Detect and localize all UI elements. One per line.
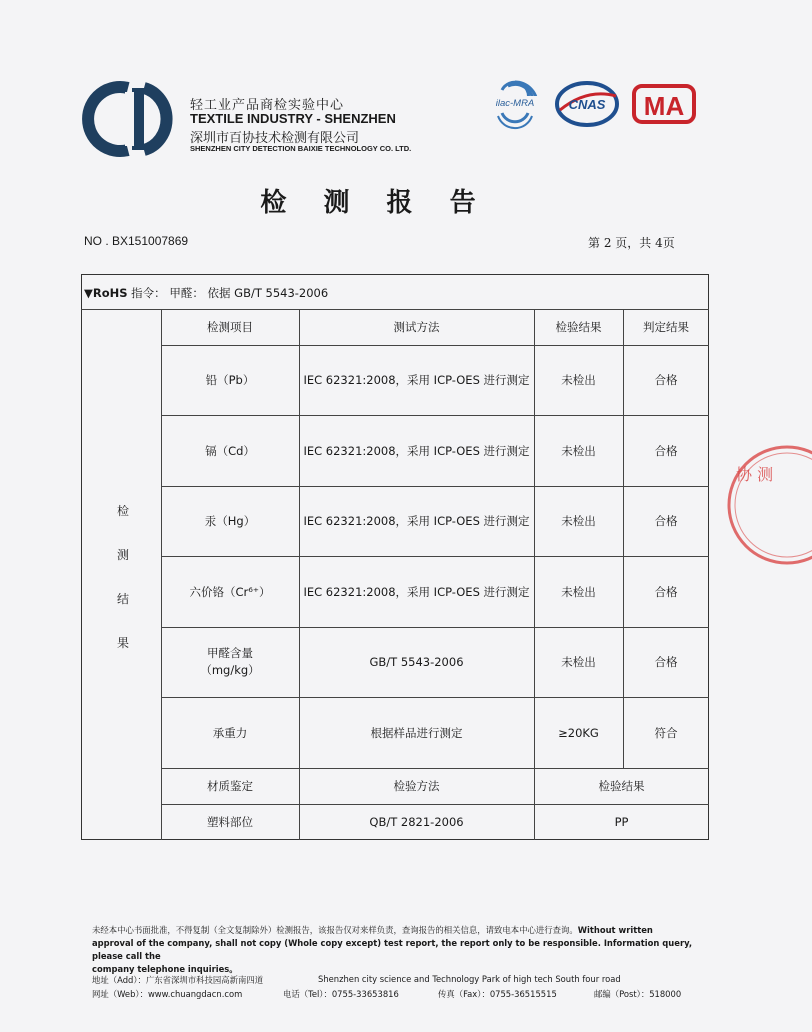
row-verdict: 合格 bbox=[654, 584, 678, 599]
row-result: 未检出 bbox=[561, 373, 596, 387]
footer-disclaimer bbox=[92, 924, 712, 976]
row-verdict: 合格 bbox=[654, 655, 678, 669]
ilac-mra-logo-icon bbox=[488, 80, 542, 126]
side-label-char: 结 bbox=[116, 592, 129, 606]
side-label-char: 果 bbox=[116, 636, 129, 650]
row-verdict: 合格 bbox=[654, 443, 678, 458]
footer-disclaimer-en3: company telephone inquiries。 bbox=[92, 964, 238, 974]
row-item: 承重力 bbox=[212, 725, 248, 740]
material-cell: PP bbox=[614, 815, 629, 829]
badge-cnas-text: CNAS bbox=[568, 97, 606, 112]
rohs-section-label bbox=[84, 285, 328, 301]
footer-post: 邮编（Post）：518000 bbox=[594, 989, 682, 999]
rohs-label-rest: 指令： 甲醛： 依据 GB/T 5543-2006 bbox=[127, 286, 329, 300]
page-title: 检 测 报 告 bbox=[260, 188, 490, 218]
badge-ma-text: MA bbox=[643, 91, 685, 121]
row-method: IEC 62321:2008，采用 ICP-OES 进行测定 bbox=[303, 584, 530, 599]
row-verdict: 合格 bbox=[654, 373, 678, 387]
column-header-result: 检验结果 bbox=[555, 320, 602, 334]
report-number: NO . BX151007869 bbox=[84, 234, 189, 248]
footer-address-cn: 地址（Add）：广东省深圳市科技园高新南四道 bbox=[92, 975, 264, 985]
row-item: 铅（Pb） bbox=[205, 373, 255, 387]
header-center-en: TEXTILE INDUSTRY - SHENZHEN bbox=[190, 111, 396, 126]
footer-fax: 传真（Fax）：0755-36515515 bbox=[438, 989, 557, 999]
material-header: 材质鉴定 bbox=[207, 779, 253, 793]
row-method: IEC 62321:2008，采用 ICP-OES 进行测定 bbox=[303, 514, 530, 528]
row-method: IEC 62321:2008，采用 ICP-OES 进行测定 bbox=[303, 373, 530, 387]
rohs-label-bold: RoHS bbox=[92, 286, 128, 300]
row-result: ≥20KG bbox=[558, 725, 599, 740]
row-item: 甲醛含量 （mg/kg） bbox=[200, 646, 260, 677]
row-verdict: 合格 bbox=[654, 514, 678, 528]
row-item: 镉（Cd） bbox=[205, 443, 255, 458]
header-company-en: SHENZHEN CITY DETECTION BAIXIE TECHNOLOGY CO. LTD. bbox=[190, 144, 412, 153]
column-header-method: 测试方法 bbox=[393, 320, 440, 334]
material-header: 检验结果 bbox=[598, 779, 645, 793]
footer-web: 网址（Web）：www.chuangdacn.com bbox=[92, 989, 243, 999]
footer-tel: 电话（Tel）：0755-33653816 bbox=[283, 989, 399, 999]
company-logo-icon bbox=[92, 84, 168, 154]
row-verdict: 符合 bbox=[654, 725, 678, 740]
row-item: 六价铬（Cr⁶⁺） bbox=[189, 584, 271, 599]
side-label-char: 测 bbox=[116, 548, 129, 562]
row-result: 未检出 bbox=[561, 443, 596, 458]
side-label-char: 检 bbox=[116, 504, 129, 518]
cnas-logo-icon bbox=[554, 80, 620, 128]
triangle-down-icon: ▼ bbox=[84, 286, 93, 300]
material-header: 检验方法 bbox=[393, 779, 440, 793]
ma-logo-icon bbox=[632, 84, 696, 124]
header-center-cn: 轻工业产品商检实验中心 bbox=[190, 98, 345, 113]
row-method: GB/T 5543-2006 bbox=[369, 655, 464, 669]
material-cell: 塑料部位 bbox=[207, 815, 253, 829]
column-header-verdict: 判定结果 bbox=[643, 320, 689, 334]
footer-address-en: Shenzhen city science and Technology Park of high tech South four road bbox=[318, 974, 621, 984]
footer-disclaimer-en2: approval of the company, shall not copy (Whole copy except) test report, the report only to be responsible. Information query, please call the bbox=[92, 938, 693, 961]
badge-ilac-text: ilac-MRA bbox=[495, 98, 535, 109]
row-item: 汞（Hg） bbox=[204, 514, 256, 528]
row-method: 根据样品进行测定 bbox=[370, 725, 463, 740]
official-seal-icon bbox=[722, 440, 812, 570]
material-cell: QB/T 2821-2006 bbox=[369, 815, 464, 829]
row-result: 未检出 bbox=[561, 514, 596, 528]
row-result: 未检出 bbox=[561, 655, 596, 669]
page-indicator: 第 2 页，共 4页 bbox=[588, 236, 675, 250]
seal-text: 协 测 bbox=[736, 465, 774, 484]
column-header-item: 检测项目 bbox=[207, 320, 253, 334]
row-method: IEC 62321:2008，采用 ICP-OES 进行测定 bbox=[303, 443, 530, 458]
row-result: 未检出 bbox=[561, 584, 596, 599]
footer-disclaimer-en1: Without written bbox=[577, 925, 653, 935]
header-company-cn: 深圳市百协技术检测有限公司 bbox=[190, 131, 360, 146]
footer-disclaimer-cn: 未经本中心书面批准，不得复制（全文复制除外）检测报告，该报告仅对来样负责，查询报告的相关信息，请致电本中心进行查询。 bbox=[92, 925, 578, 935]
